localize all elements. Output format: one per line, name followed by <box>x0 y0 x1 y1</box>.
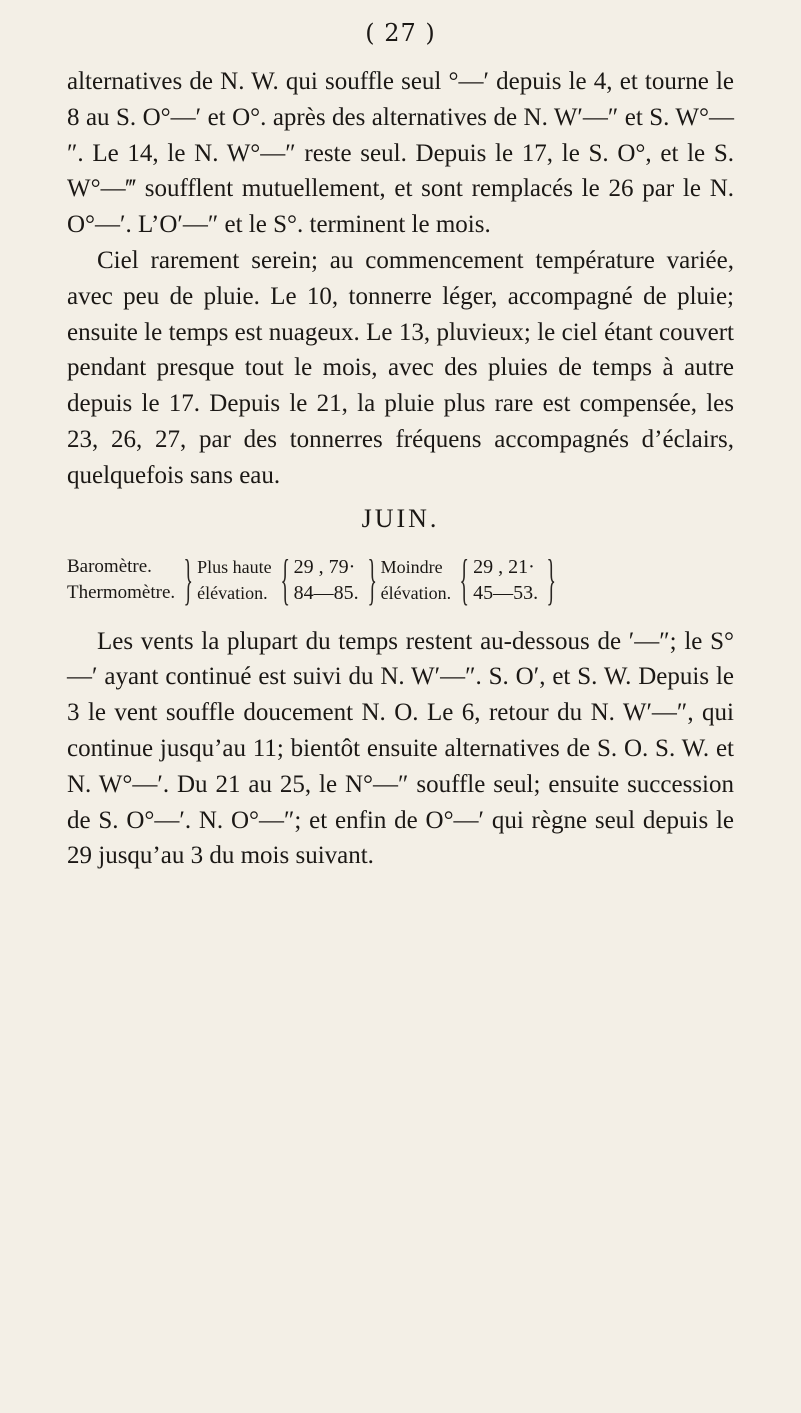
plus-haute-line2: élévation. <box>197 582 268 603</box>
instrument-labels <box>67 554 175 606</box>
moindre-baro-value: 29 , 21· <box>473 555 535 578</box>
left-brace-icon: { <box>459 548 470 611</box>
moindre-caption <box>381 554 451 606</box>
moindre-line2: élévation. <box>380 582 452 603</box>
left-brace-icon: { <box>280 548 290 611</box>
moindre-values <box>473 554 538 606</box>
plus-haute-caption <box>197 554 272 606</box>
plus-haute-values <box>294 554 359 606</box>
moindre-line1: Moindre <box>380 556 443 577</box>
plus-haute-line1: Plus haute <box>197 556 272 577</box>
thermometre-label: Thermomètre. <box>67 581 176 603</box>
paragraph-sky-may: Ciel rarement serein; au commencement température variée, avec peu de pluie. Le 10, tonnerre léger, accompagné de pluie; ensuite le temps est nuageux. Le 13, pluvieux; le ciel étant couvert pendant presque tout le mois, avec des pluies de temps à autre depuis le 17. Depuis le 21, la pluie plus rare est compensée, les 23, 26, 27, par des tonnerres fréquens accompagnés d’éclairs, quelquefois sans eau. <box>67 246 734 489</box>
right-brace-icon: } <box>183 548 194 611</box>
paragraph-winds-juin: Les vents la plupart du temps restent au-dessous de ′—″; le S°—′ ayant continué est suivi du N. W′—″. S. O′, et S. W. Depuis le 3 le vent souffle doucement N. O. Le 6, retour du N. W′—″, qui continue jusqu’au 11; bientôt ensuite alternatives de S. O. S. W. et N. W°—′. Du 21 au 25, le N°—″ souffle seul; ensuite succession de S. O°—′. N. O°—″; et enfin de O°—′ qui règne seul depuis le 29 jusqu’au 3 du mois suivant. <box>67 627 734 870</box>
page-number: ( 27 ) <box>365 19 436 47</box>
measurements-table <box>67 548 734 612</box>
right-brace-icon: } <box>546 548 557 611</box>
plus-haute-baro-value: 29 , 79· <box>293 555 356 578</box>
plus-haute-thermo-value: 84—85. <box>293 581 359 604</box>
moindre-thermo-value: 45—53. <box>473 581 539 604</box>
barometre-label: Baromètre. <box>67 555 152 577</box>
right-brace-icon: } <box>367 548 377 611</box>
paragraph-winds-may: alternatives de N. W. qui souffle seul °—′ depuis le 4, et tourne le 8 au S. O°—′ et O°. après des alternatives de N. W′—″ et S. W°—″. Le 14, le N. W°—″ reste seul. Depuis le 17, le S. O°, et le S. W°—‴ soufflent mutuellement, et sont remplacés le 26 par le N. O°—′. L’O′—″ et le S°. terminent le mois. <box>67 68 734 239</box>
section-title-juin: JUIN. <box>361 503 440 533</box>
